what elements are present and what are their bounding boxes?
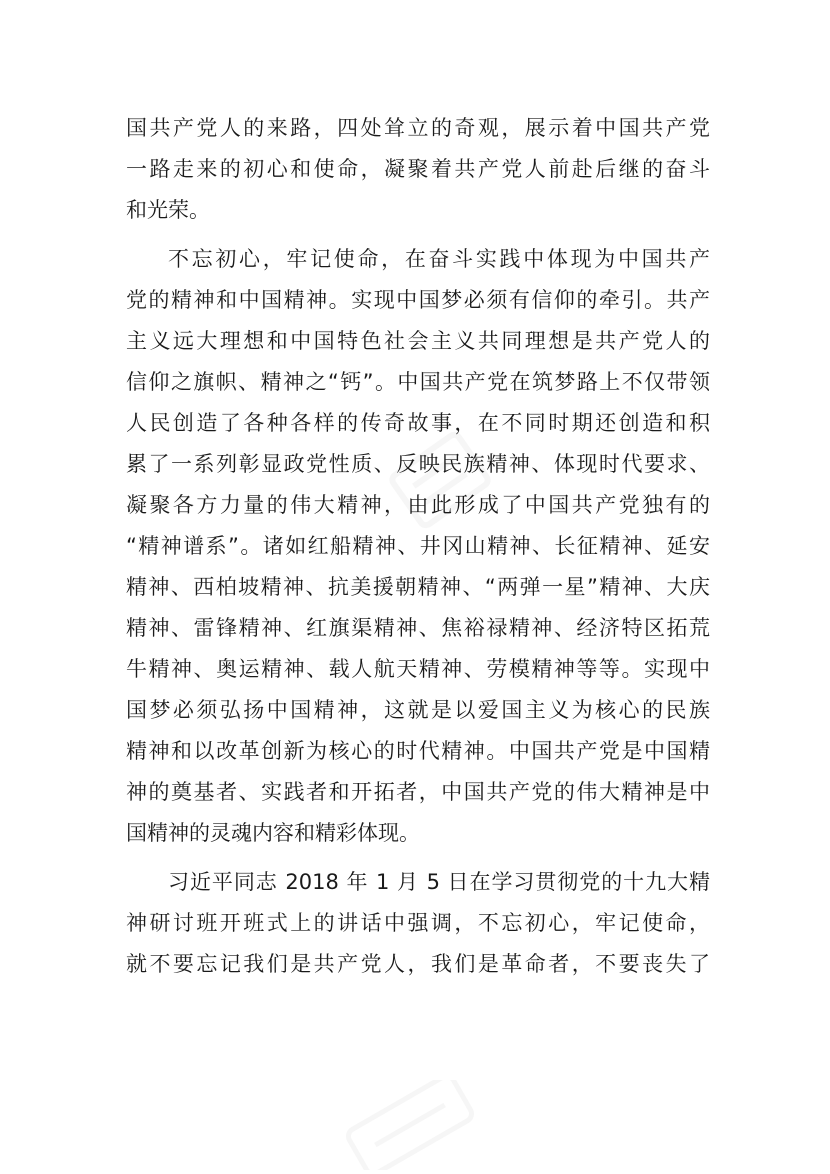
paragraph-3 [126, 862, 710, 985]
text-line: 习近平同志 2018 年 1 月 5 日在学习贯彻党的十九大精 [168, 870, 710, 894]
paragraph-2 [126, 239, 710, 854]
text-line: 精神、雷锋精神、红旗渠精神、焦裕禄精神、经济特区拓荒 [126, 616, 710, 640]
text-line: 牛精神、奥运精神、载人航天精神、劳模精神等等。实现中 [126, 657, 710, 681]
text-line: 人民创造了各种各样的传奇故事，在不同时期还创造和积 [126, 411, 710, 435]
paragraph-1 [126, 108, 710, 231]
text-line: 凝聚各方力量的伟大精神，由此形成了中国共产党独有的 [126, 493, 710, 517]
watermark-stamp-icon [330, 1080, 490, 1170]
text-line: 信仰之旗帜、精神之“钙”。中国共产党在筑梦路上不仅带领 [126, 370, 710, 394]
text-line: 累了一系列彰显政党性质、反映民族精神、体现时代要求、 [126, 452, 710, 476]
text-line: 不忘初心，牢记使命，在奋斗实践中体现为中国共产 [168, 247, 710, 271]
text-line: 国共产党人的来路，四处耸立的奇观，展示着中国共产党 [126, 116, 710, 140]
text-line: 神的奠基者、实践者和开拓者，中国共产党的伟大精神是中 [126, 780, 710, 804]
text-line: 主义远大理想和中国特色社会主义共同理想是共产党人的 [126, 329, 710, 353]
text-line: 一路走来的初心和使命，凝聚着共产党人前赴后继的奋斗 [126, 157, 710, 181]
text-line: 国精神的灵魂内容和精彩体现。 [126, 821, 420, 845]
text-line: 精神和以改革创新为核心的时代精神。中国共产党是中国精 [126, 739, 710, 763]
text-line: 国梦必须弘扬中国精神，这就是以爱国主义为核心的民族 [126, 698, 710, 722]
text-line: 就不要忘记我们是共产党人，我们是革命者，不要丧失了 [126, 952, 710, 976]
text-line: 和光荣。 [126, 198, 210, 222]
text-line: “精神谱系”。诸如红船精神、井冈山精神、长征精神、延安 [126, 534, 710, 558]
text-line: 精神、西柏坡精神、抗美援朝精神、“两弹一星”精神、大庆 [126, 575, 710, 599]
text-line: 神研讨班开班式上的讲话中强调，不忘初心，牢记使命， [126, 911, 710, 935]
document-body [126, 108, 710, 993]
text-line: 党的精神和中国精神。实现中国梦必须有信仰的牵引。共产 [126, 288, 710, 312]
